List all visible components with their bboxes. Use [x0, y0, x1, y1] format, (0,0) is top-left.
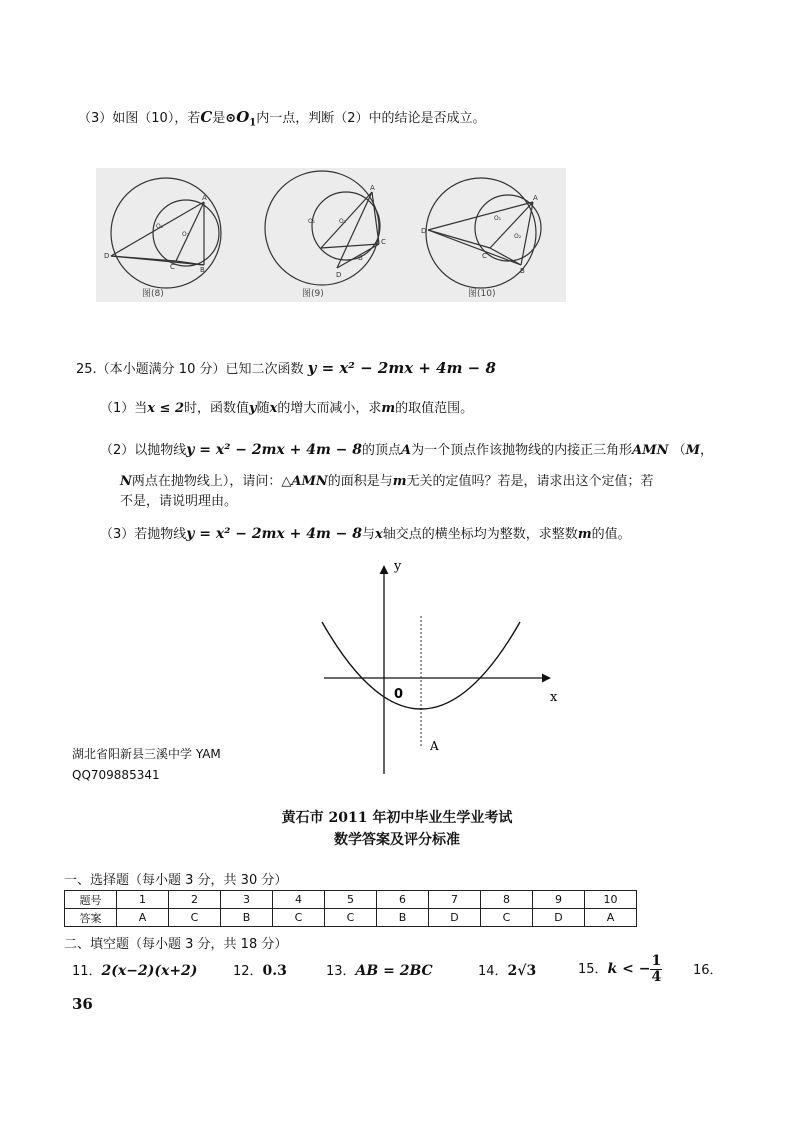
- fig9-label-o1: O₁: [308, 218, 316, 225]
- vertex-label: A: [430, 739, 439, 753]
- fill-item-number: 15．: [578, 962, 608, 977]
- fig9-label-b: B: [358, 254, 363, 262]
- fig9-label-a: A: [370, 184, 375, 192]
- circle-figures: [96, 168, 566, 302]
- section2-title: 二、填空题（每小题 3 分，共 18 分）: [64, 937, 288, 952]
- fig8-label-d: D: [104, 252, 110, 260]
- q25-p1-y: y: [249, 401, 257, 416]
- q25-p2-c: 为一个顶点作该抛物线的内接正三角形: [411, 443, 633, 458]
- table-cell: C: [325, 909, 377, 927]
- q25-p2-function: y = x² − 2mx + 4m − 8: [186, 442, 363, 458]
- fig10-label-o2: O₂: [514, 233, 522, 240]
- fig8-caption: 图(8): [142, 289, 164, 299]
- fill-item-11: [72, 962, 197, 981]
- table-cell: D: [429, 909, 481, 927]
- fig8-label-c: C: [170, 263, 175, 271]
- table-cell: 1: [117, 891, 169, 909]
- table-cell: C: [273, 909, 325, 927]
- fraction-denominator: 4: [651, 969, 662, 985]
- q24-part3: [78, 108, 486, 133]
- table-cell: 6: [377, 891, 429, 909]
- q25-header: [76, 359, 496, 379]
- circle-center-subscript: 1: [249, 117, 257, 129]
- q25-p3-function: y = x² − 2mx + 4m − 8: [186, 526, 363, 542]
- origin-label: 0: [394, 687, 404, 702]
- answer-table: [64, 890, 637, 927]
- q24-text-prefix: （3）如图（10），若: [78, 111, 201, 126]
- q24-text-suffix: 内一点，判断（2）中的结论是否成立。: [256, 111, 486, 126]
- q25-p1-d: 的增大而减小，求: [277, 401, 382, 416]
- page-number: 36: [72, 995, 93, 1013]
- answer-title-line2: 数学答案及评分标准: [334, 832, 460, 848]
- credit-qq: QQ709885341: [72, 768, 160, 782]
- fill-item-number: 13．: [326, 964, 356, 979]
- q25-p2-m: m: [392, 474, 407, 489]
- table-header-answer: 答案: [65, 909, 117, 927]
- q25-p2-triangle: AMN: [632, 443, 669, 458]
- table-cell: C: [169, 909, 221, 927]
- q25-part1: [100, 400, 473, 418]
- q25-part2-line1: [100, 441, 713, 460]
- table-cell: 3: [221, 891, 273, 909]
- fig10-label-o1: O₁: [494, 215, 502, 222]
- q25-p2-triangle-2: AMN: [291, 474, 328, 489]
- x-axis-label: x: [550, 690, 558, 705]
- q25-p3-x: x: [375, 527, 383, 542]
- fraction-numerator: 1: [651, 953, 662, 969]
- q25-p2-vertex-a: A: [401, 443, 412, 458]
- table-cell: C: [481, 909, 533, 927]
- q25-p2-d: （: [672, 443, 686, 458]
- q25-p1-b: 时，函数值: [184, 401, 250, 416]
- q25-p2-f: 两点在抛物线上），请问：△: [131, 474, 292, 489]
- q25-p2-b: 的顶点: [362, 443, 402, 458]
- table-row-numbers: [65, 891, 637, 909]
- q25-p1-m: m: [381, 401, 396, 416]
- fig9-label-o2: O₂: [339, 218, 347, 225]
- q25-head-text: 25.（本小题满分 10 分）已知二次函数: [76, 362, 304, 377]
- fig10-label-a: A: [533, 194, 538, 202]
- fig8-label-o2: O₂: [182, 231, 190, 238]
- fig8-label-o1: O₁: [156, 223, 164, 230]
- answer-title-line1: 黄石市 2011 年初中毕业生学业考试: [281, 810, 513, 826]
- q25-p1-e: 的取值范围。: [395, 401, 474, 416]
- table-cell: 8: [481, 891, 533, 909]
- table-cell: A: [117, 909, 169, 927]
- y-axis-label: y: [394, 560, 402, 574]
- q25-p1-a: （1）当: [100, 401, 148, 416]
- fig8-label-a: A: [202, 194, 207, 202]
- fill-item-number: 12．: [233, 964, 263, 979]
- q25-part3: [100, 525, 631, 544]
- fraction: [650, 954, 662, 985]
- q24-text-is: 是: [212, 111, 226, 126]
- q25-p2-n-point: N: [120, 474, 132, 489]
- fill-item-answer: k < −: [607, 961, 651, 977]
- table-cell: 9: [533, 891, 585, 909]
- fill-item-number: 16．: [693, 963, 723, 978]
- table-cell: D: [533, 909, 585, 927]
- fig10-label-c: C: [482, 252, 487, 260]
- q25-p3-c: 轴交点的横坐标均为整数，求整数: [382, 527, 578, 542]
- q25-p2-g: 的面积是与: [327, 474, 393, 489]
- table-cell: B: [377, 909, 429, 927]
- fig10-label-d: D: [421, 227, 427, 235]
- fill-item-number: 11．: [72, 964, 102, 979]
- fill-item-answer: 0.3: [262, 963, 287, 979]
- q25-p2-e: ，: [700, 443, 714, 458]
- table-cell: 4: [273, 891, 325, 909]
- credit-school: 湖北省阳新县三溪中学 YAM: [72, 747, 221, 761]
- q25-function: y = x² − 2mx + 4m − 8: [307, 359, 496, 377]
- fill-item-13: [326, 962, 433, 981]
- fill-item-number: 14．: [478, 964, 508, 979]
- q25-p2-a: （2）以抛物线: [100, 443, 187, 458]
- q25-p1-c: 随: [256, 401, 270, 416]
- circle-center-o: O: [236, 108, 250, 126]
- fill-item-answer: AB = 2BC: [355, 963, 433, 979]
- fig8-label-b: B: [200, 266, 205, 274]
- fill-item-15: [578, 954, 662, 985]
- fill-item-14: [478, 962, 536, 981]
- table-cell: A: [585, 909, 637, 927]
- circle-symbol: ⊙: [225, 111, 237, 126]
- table-cell: 2: [169, 891, 221, 909]
- section1-title: 一、选择题（每小题 3 分，共 30 分）: [64, 873, 288, 888]
- q25-p3-b: 与: [362, 527, 376, 542]
- figures-background: [96, 168, 566, 302]
- fill-item-16: [693, 962, 723, 980]
- q25-p3-m: m: [577, 527, 592, 542]
- fig9-label-c: C: [381, 238, 386, 246]
- fig10-label-b: B: [520, 267, 525, 275]
- table-row-answers: [65, 909, 637, 927]
- table-cell: B: [221, 909, 273, 927]
- fill-item-12: [233, 962, 287, 981]
- q25-p2-i: 不是，请说明理由。: [120, 494, 238, 509]
- point-c: C: [200, 108, 213, 126]
- table-cell: 7: [429, 891, 481, 909]
- table-cell: 5: [325, 891, 377, 909]
- fill-item-answer: 2√3: [507, 963, 537, 979]
- fill-item-answer: 2(x−2)(x+2): [101, 963, 198, 979]
- fig9-label-d: D: [336, 271, 342, 279]
- q25-p2-m-point: M: [685, 443, 701, 458]
- table-cell: 10: [585, 891, 637, 909]
- q25-p1-x: x: [269, 401, 278, 416]
- fig9-caption: 图(9): [302, 289, 324, 299]
- fig10-caption: 图(10): [468, 289, 496, 299]
- q25-p1-condition: x ≤ 2: [147, 401, 185, 416]
- table-header-number: 题号: [65, 891, 117, 909]
- q25-part2-line3: [120, 493, 237, 511]
- q25-p3-d: 的值。: [591, 527, 631, 542]
- q25-p3-a: （3）若抛物线: [100, 527, 187, 542]
- q25-part2-line2: [120, 473, 654, 491]
- q25-p2-h: 无关的定值吗？若是，请求出这个定值；若: [406, 474, 654, 489]
- parabola-graph: [310, 560, 570, 780]
